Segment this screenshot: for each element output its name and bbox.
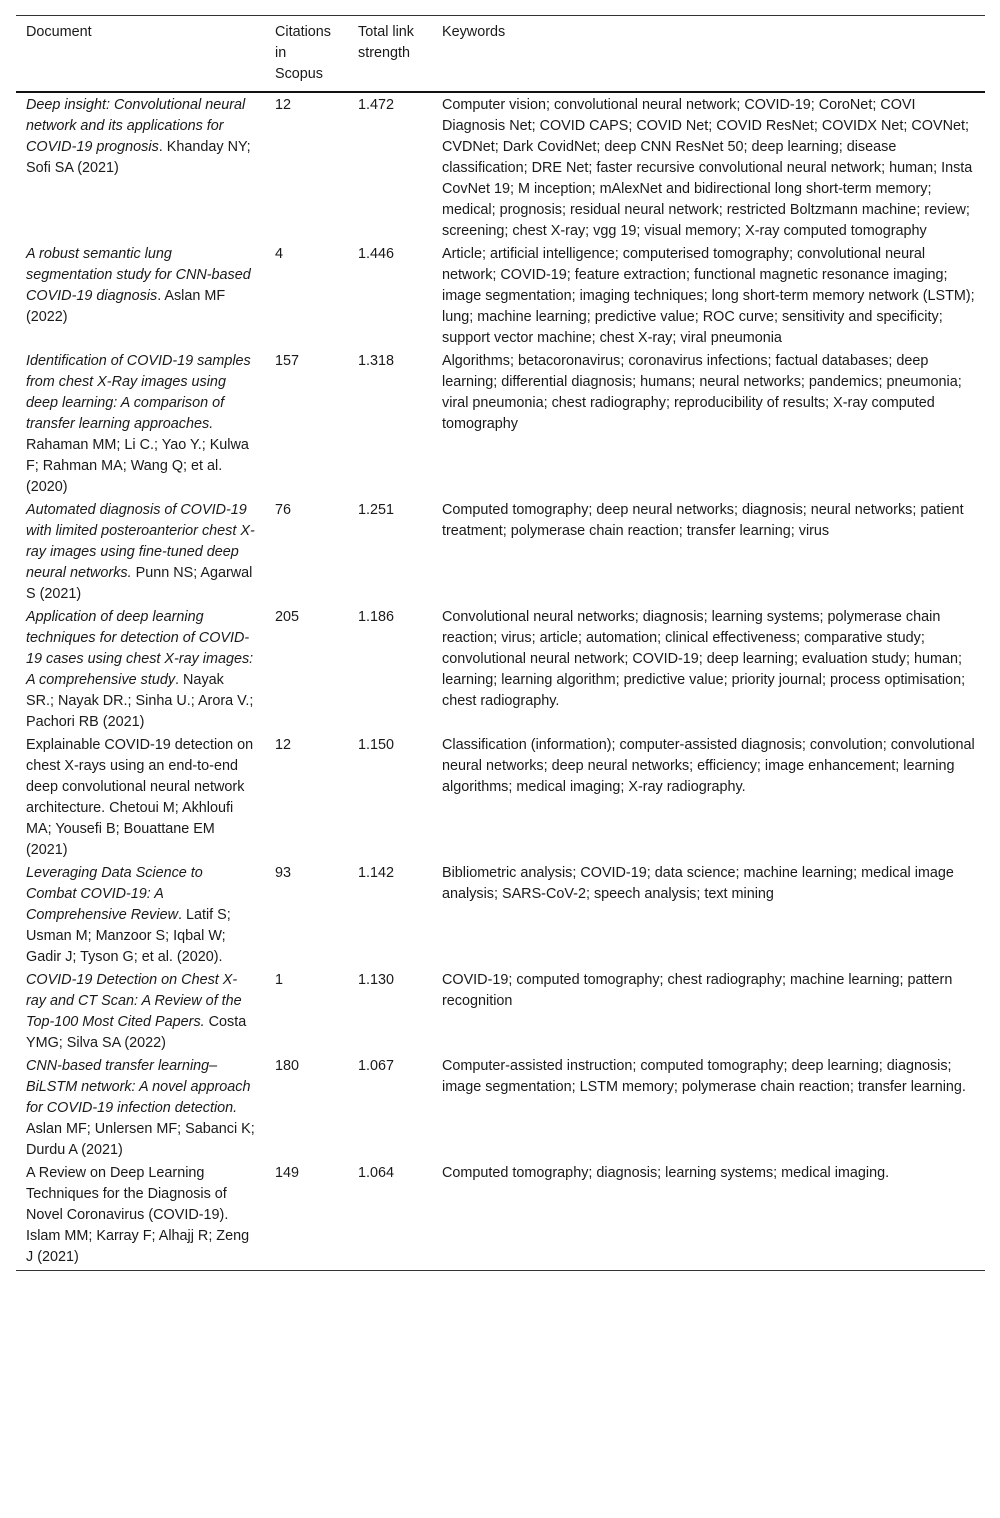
link-strength-cell: 1.446 (358, 246, 395, 262)
citations-cell: 93 (275, 865, 292, 881)
table-row (16, 350, 985, 499)
document-authors: Explainable COVID-19 detection on chest X-rays using an end-to-end deep convolutional neural network architecture. Chetoui M; Akhloufi MA; Yousefi B; Bouattane EM (2021) (26, 737, 254, 858)
table-body (16, 92, 985, 1271)
citation-table-container (16, 15, 985, 1271)
link-strength-cell: 1.130 (358, 972, 395, 988)
citations-cell: 76 (275, 502, 292, 518)
link-strength-cell: 1.150 (358, 737, 395, 753)
citations-cell: 149 (265, 1162, 348, 1271)
keywords-cell: Convolutional neural networks; diagnosis; learning systems; polymerase chain reaction; virus; article; automation; clinical effectiveness; comparative study; convolutional neural network; COVID-19; deep learning; evaluation study; human; learning; learning algorithm; predictive value; priority journal; process optimisation; chest radiography. (442, 609, 966, 709)
keywords-cell: Article; artificial intelligence; computerised tomography; convolutional neural network; COVID-19; feature extraction; functional magnetic resonance imaging; image segmentation; imaging techniques; long short-term memory network (LSTM); lung; machine learning; predictive value; ROC curve; sensitivity and specificity; support vector machine; chest X-ray; viral pneumonia (442, 246, 975, 346)
document-cell (16, 499, 265, 606)
table-row (16, 606, 985, 734)
keywords-cell: Algorithms; betacoronavirus; coronavirus infections; factual databases; deep learning; differential diagnosis; humans; neural networks; pandemics; pneumonia; viral pneumonia; chest radiography; reproducibility of results; X-ray computed tomography (442, 353, 962, 432)
citations-cell: 157 (275, 353, 300, 369)
document-authors: Punn NS; Agarwal S (2021) (26, 565, 253, 602)
citations-cell: 205 (275, 609, 300, 625)
header-document: Document (16, 16, 265, 93)
citations-cell: 4 (275, 246, 284, 262)
document-authors: Aslan MF; Unlersen MF; Sabanci K; Durdu A (2021) (26, 1121, 255, 1158)
keywords-cell: Computed tomography; deep neural networks; diagnosis; neural networks; patient treatment; polymerase chain reaction; transfer learning; virus (442, 502, 964, 539)
link-strength-cell: 1.472 (358, 97, 395, 113)
document-cell (16, 606, 265, 734)
document-cell (16, 92, 265, 243)
document-title: Leveraging Data Science to Combat COVID-19: A Comprehensive Review (26, 865, 203, 923)
keywords-cell: Classification (information); computer-assisted diagnosis; convolution; convolutional neural networks; deep neural networks; efficiency; image enhancement; learning algorithms; medical imaging; X-ray radiography. (442, 737, 975, 795)
link-strength-cell: 1.142 (358, 865, 395, 881)
citations-cell: 180 (275, 1058, 300, 1074)
table-row (16, 862, 985, 969)
document-authors: A Review on Deep Learning Techniques for the Diagnosis of Novel Coronavirus (COVID-19). Islam MM; Karray F; Alhajj R; Zeng J (2021) (26, 1165, 250, 1265)
document-title: Identification of COVID-19 samples from chest X-Ray images using deep learning: A comparison of transfer learning approaches. (26, 353, 251, 432)
table-row (16, 969, 985, 1055)
document-authors: . Latif S; Usman M; Manzoor S; Iqbal W; Gadir J; Tyson G; et al. (2020). (26, 907, 231, 965)
document-cell (16, 350, 265, 499)
document-cell (16, 862, 265, 969)
keywords-cell: COVID-19; computed tomography; chest radiography; machine learning; pattern recognition (442, 972, 953, 1009)
table-header (16, 16, 985, 93)
table-row (16, 734, 985, 862)
link-strength-cell: 1.067 (358, 1058, 395, 1074)
citations-cell: 1 (275, 972, 284, 988)
header-keywords: Keywords (432, 16, 985, 93)
document-title: Deep insight: Convolutional neural network and its applications for COVID-19 prognosis (26, 97, 246, 155)
document-authors: Rahaman MM; Li C.; Yao Y.; Kulwa F; Rahman MA; Wang Q; et al. (2020) (26, 437, 249, 495)
table-row (16, 1162, 985, 1271)
table-row (16, 243, 985, 350)
citations-cell: 12 (275, 737, 292, 753)
header-citations: Citations in Scopus (265, 16, 348, 93)
document-cell (16, 243, 265, 350)
document-authors: Costa YMG; Silva SA (2022) (26, 1014, 247, 1051)
document-cell (16, 1055, 265, 1162)
link-strength-cell: 1.064 (348, 1162, 432, 1271)
document-authors: . Nayak SR.; Nayak DR.; Sinha U.; Arora V.; Pachori RB (2021) (26, 672, 254, 730)
document-authors: . Aslan MF (2022) (26, 288, 226, 325)
document-authors: . Khanday NY; Sofi SA (2021) (26, 139, 251, 176)
keywords-cell: Computer vision; convolutional neural network; COVID-19; CoroNet; COVI Diagnosis Net; COVID CAPS; COVID Net; COVID ResNet; COVIDX Net; COVNet; CVDNet; Dark CovidNet; deep CNN ResNet 50; deep learning; disease classification; DRE Net; faster recursive convolutional neural network; human; Insta CovNet 19; M inception; mAlexNet and bidirectional long short-term memory; medical; prognosis; residual neural network; restricted Boltzmann machine; review; screening; chest X-ray; vgg 19; visual memory; X-ray computed tomography (442, 97, 973, 239)
table-row (16, 499, 985, 606)
citations-cell: 12 (275, 97, 292, 113)
header-link-strength: Total link strength (348, 16, 432, 93)
keywords-cell: Computed tomography; diagnosis; learning systems; medical imaging. (432, 1162, 985, 1271)
citation-table (16, 15, 985, 1271)
document-title: Automated diagnosis of COVID-19 with limited posteroanterior chest X-ray images using fine-tuned deep neural networks. (26, 502, 255, 581)
table-row (16, 92, 985, 243)
document-title: Application of deep learning techniques for detection of COVID-19 cases using chest X-ray images: A comprehensive study (26, 609, 254, 688)
document-title: COVID-19 Detection on Chest X-ray and CT Scan: A Review of the Top-100 Most Cited Papers. (26, 972, 242, 1030)
keywords-cell: Bibliometric analysis; COVID-19; data science; machine learning; medical image analysis; SARS-CoV-2; speech analysis; text mining (442, 865, 954, 902)
link-strength-cell: 1.251 (358, 502, 395, 518)
document-cell (16, 734, 265, 862)
link-strength-cell: 1.318 (358, 353, 395, 369)
link-strength-cell: 1.186 (358, 609, 395, 625)
document-title: A robust semantic lung segmentation study for CNN-based COVID-19 diagnosis (26, 246, 251, 304)
keywords-cell: Computer-assisted instruction; computed tomography; deep learning; diagnosis; image segmentation; LSTM memory; polymerase chain reaction; transfer learning. (442, 1058, 966, 1095)
document-cell (16, 969, 265, 1055)
header-row (16, 16, 985, 93)
document-title: CNN-based transfer learning–BiLSTM network: A novel approach for COVID-19 infection detection. (26, 1058, 251, 1116)
document-cell (16, 1162, 265, 1271)
table-row (16, 1055, 985, 1162)
